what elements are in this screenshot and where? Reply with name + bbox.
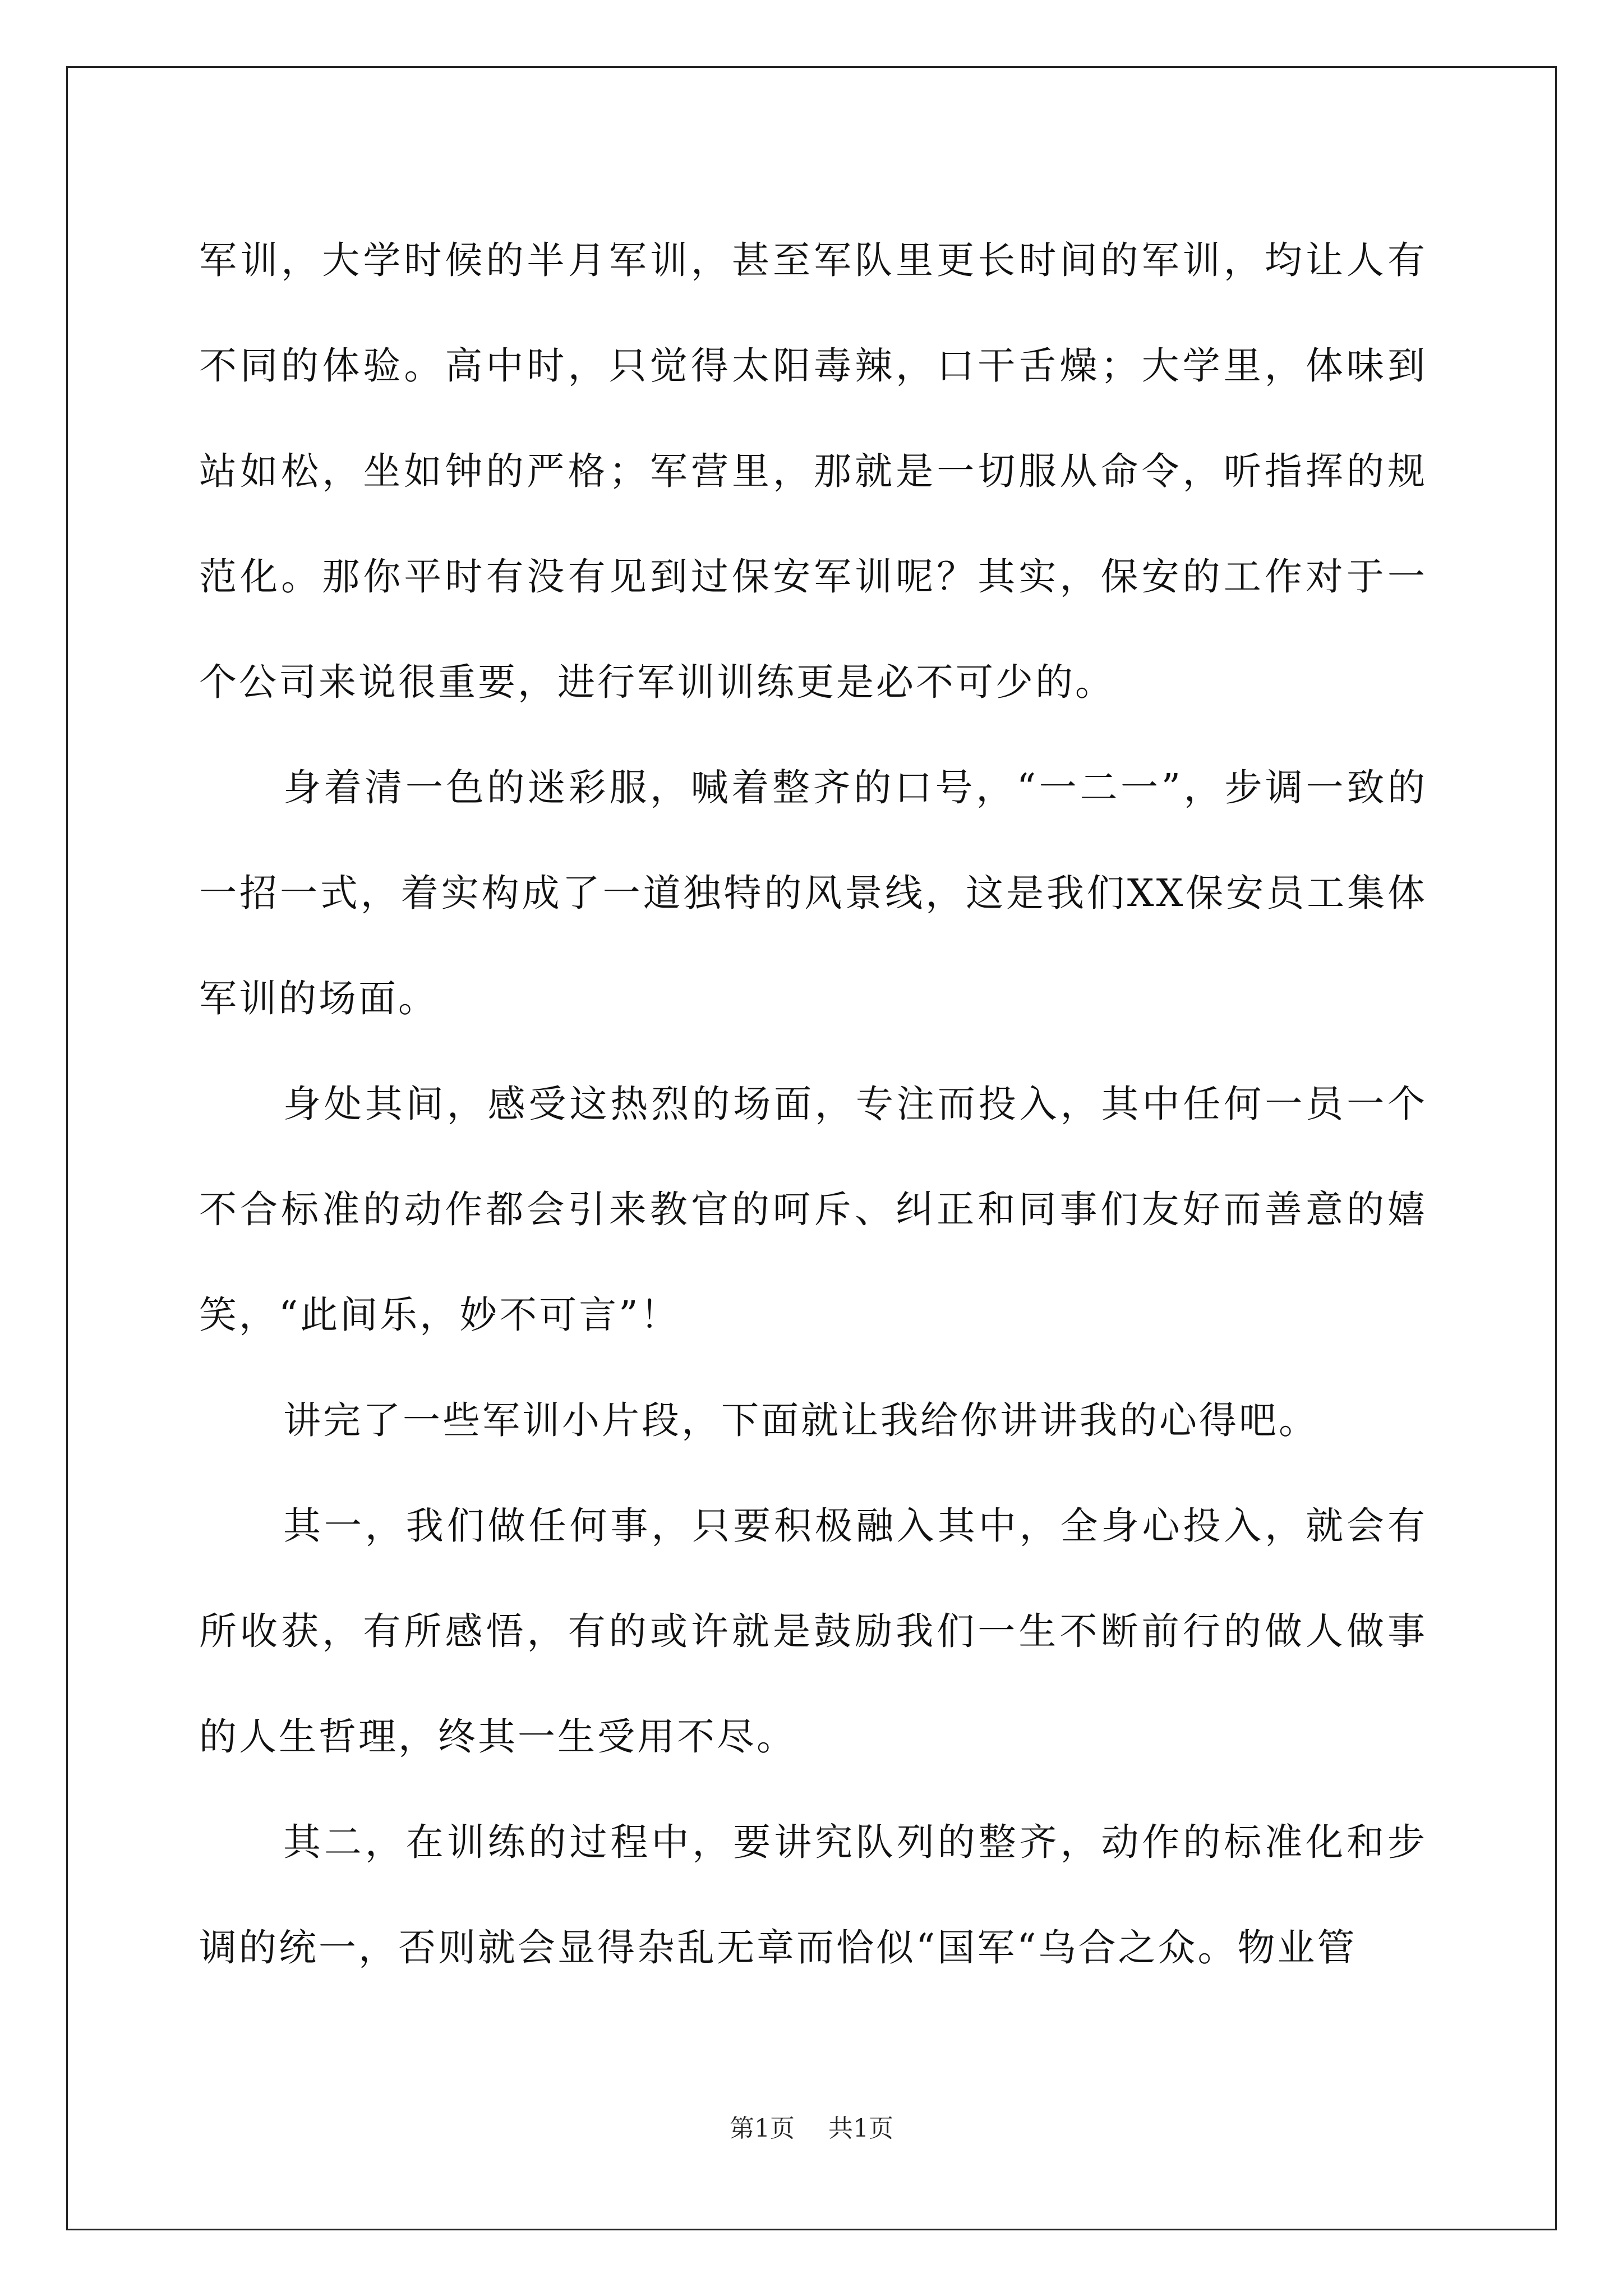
paragraph-1: 军训，大学时候的半月军训，甚至军队里更长时间的军训，均让人有不同的体验。高中时，只觉得太阳毒辣，口干舌燥；大学里，体味到站如松，坐如钟的严格；军营里，那就是一切服从命令，听指挥的规范化。那你平时有没有见到过保安军训呢？其实，保安的工作对于一个公司来说很重要，进行军训训练更是必不可少的。 (199, 238, 1427, 704)
paragraph-5: 其一，我们做任何事，只要积极融入其中，全身心投入，就会有所收获，有所感悟，有的或许就是鼓励我们一生不断前行的做人做事的人生哲理，终其一生受用不尽。 (199, 1504, 1427, 1759)
paragraph-2: 身着清一色的迷彩服，喊着整齐的口号，“一二一”，步调一致的一招一式，着实构成了一道独特的风景线，这是我们XX保安员工集体军训的场面。 (199, 766, 1427, 1020)
paragraph-4: 讲完了一些军训小片段，下面就让我给你讲讲我的心得吧。 (283, 1398, 1318, 1442)
page-total: 共1页 (828, 2114, 893, 2143)
paragraph-6: 其二，在训练的过程中，要讲究队列的整齐，动作的标准化和步调的统一，否则就会显得杂乱无章而恰似“国军“乌合之众。物业管 (199, 1820, 1427, 1970)
page-number: 第1页 (730, 2114, 795, 2143)
document-body (199, 208, 1427, 2000)
paragraph-3: 身处其间，感受这热烈的场面，专注而投入，其中任何一员一个不合标准的动作都会引来教官的呵斥、纠正和同事们友好而善意的嬉笑，“此间乐，妙不可言”！ (199, 1082, 1427, 1337)
page-footer (0, 2108, 1623, 2144)
